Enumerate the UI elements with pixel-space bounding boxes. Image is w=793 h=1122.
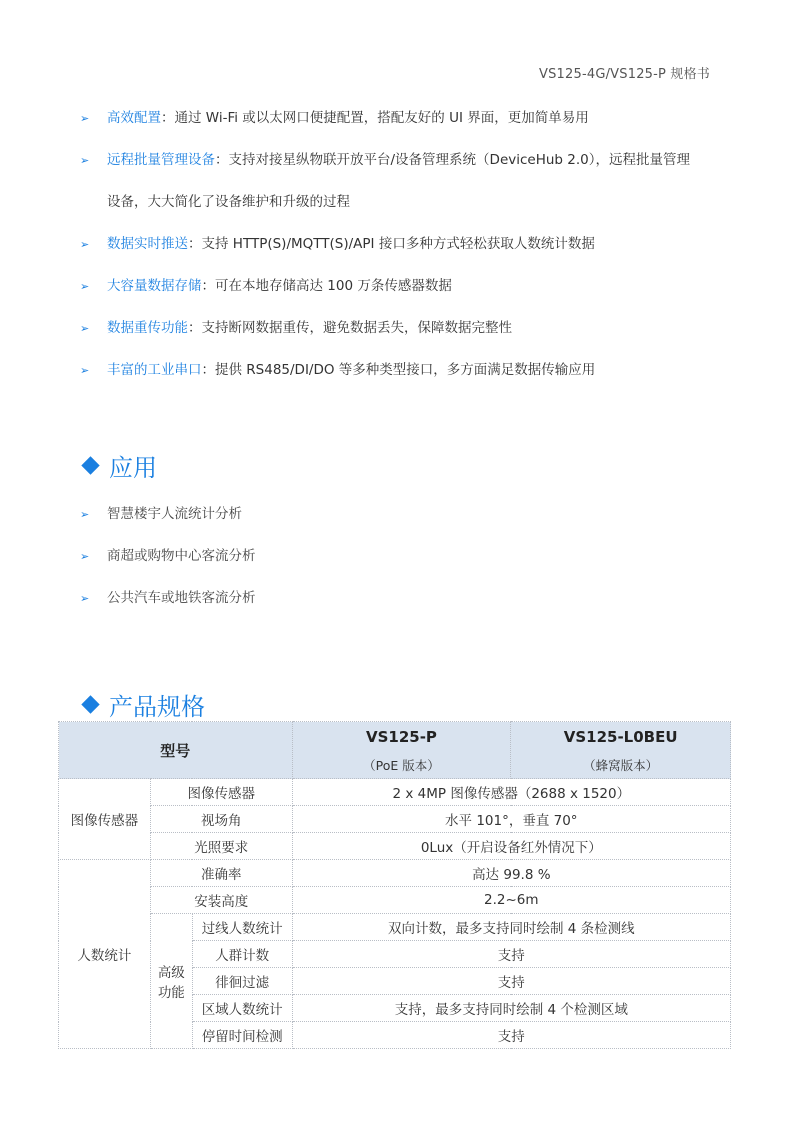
feature-text: ：支持 HTTP(S)/MQTT(S)/API 接口多种方式轻松获取人数统计数据 <box>188 236 595 252</box>
diamond-icon <box>81 695 99 713</box>
row-label: 图像传感器 <box>150 779 292 806</box>
spec-table <box>58 721 731 1049</box>
applications-list <box>80 504 720 630</box>
group-label-image-sensor: 图像传感器 <box>59 779 151 860</box>
feature-text: ：提供 RS485/DI/DO 等多种类型接口，多方面满足数据传输应用 <box>201 362 596 378</box>
spec-header-row <box>59 722 731 779</box>
advanced-features-label <box>150 914 192 1049</box>
model-name: VS125-P <box>365 728 437 746</box>
row-value: 支持 <box>292 1022 730 1049</box>
model-variant: （蜂窝版本） <box>583 758 659 773</box>
row-label: 准确率 <box>150 860 292 887</box>
feature-term: 远程批量管理设备 <box>107 152 215 168</box>
application-item <box>80 546 720 567</box>
arrow-bullet-icon: ➢ <box>80 364 90 377</box>
advanced-label-line: 高级 <box>157 965 185 981</box>
feature-text: ：支持断网数据重传，避免数据丢失，保障数据完整性 <box>188 320 512 336</box>
feature-term: 数据实时推送 <box>107 236 188 252</box>
application-text: 商超或购物中心客流分析 <box>107 548 256 564</box>
table-row <box>59 914 731 941</box>
model-name: VS125-L0BEU <box>563 728 678 746</box>
feature-item <box>80 108 720 129</box>
application-item <box>80 588 720 609</box>
arrow-bullet-icon: ➢ <box>80 508 90 521</box>
row-value: 支持，最多支持同时绘制 4 个检测区域 <box>292 995 730 1022</box>
row-label: 光照要求 <box>150 833 292 860</box>
row-value: 高达 99.8 % <box>292 860 730 887</box>
feature-term: 丰富的工业串口 <box>107 362 202 378</box>
feature-item <box>80 150 720 213</box>
arrow-bullet-icon: ➢ <box>80 550 90 563</box>
feature-item <box>80 360 720 381</box>
row-value: 水平 101°，垂直 70° <box>292 806 730 833</box>
table-row <box>59 806 731 833</box>
row-label: 安装高度 <box>150 887 292 914</box>
group-label-people-counting: 人数统计 <box>59 860 151 1049</box>
application-text: 智慧楼宇人流统计分析 <box>107 506 242 522</box>
feature-text: ：可在本地存储高达 100 万条传感器数据 <box>201 278 452 294</box>
table-row <box>59 860 731 887</box>
diamond-icon <box>81 456 99 474</box>
feature-text: ：通过 Wi-Fi 或以太网口便捷配置，搭配友好的 UI 界面，更加简单易用 <box>161 110 589 126</box>
arrow-bullet-icon: ➢ <box>80 592 90 605</box>
model-label-cell <box>59 722 293 779</box>
row-value: 支持 <box>292 968 730 995</box>
row-value: 支持 <box>292 941 730 968</box>
table-row <box>59 833 731 860</box>
row-label: 徘徊过滤 <box>192 968 292 995</box>
feature-item <box>80 276 720 297</box>
row-value: 2 x 4MP 图像传感器（2688 x 1520） <box>292 779 730 806</box>
feature-text: ：支持对接星纵物联开放平台/设备管理系统（DeviceHub 2.0），远程批量管理 <box>215 152 691 168</box>
applications-heading-text: 应用 <box>109 454 157 482</box>
feature-term: 高效配置 <box>107 110 161 126</box>
feature-item <box>80 318 720 339</box>
advanced-label-line: 功能 <box>157 985 185 1001</box>
table-row <box>59 887 731 914</box>
table-row <box>59 779 731 806</box>
arrow-bullet-icon: ➢ <box>80 154 90 167</box>
feature-term: 大容量数据存储 <box>107 278 202 294</box>
application-text: 公共汽车或地铁客流分析 <box>107 590 256 606</box>
model-variant: （PoE 版本） <box>363 758 440 773</box>
row-label: 区域人数统计 <box>192 995 292 1022</box>
feature-item <box>80 234 720 255</box>
application-item <box>80 504 720 525</box>
document-header-title: VS125-4G/VS125-P 规格书 <box>539 67 710 82</box>
arrow-bullet-icon: ➢ <box>80 112 90 125</box>
row-label: 停留时间检测 <box>192 1022 292 1049</box>
row-label: 过线人数统计 <box>192 914 292 941</box>
arrow-bullet-icon: ➢ <box>80 280 90 293</box>
row-label: 人群计数 <box>192 941 292 968</box>
model-label: 型号 <box>160 741 191 760</box>
feature-term: 数据重传功能 <box>107 320 188 336</box>
row-value: 双向计数，最多支持同时绘制 4 条检测线 <box>292 914 730 941</box>
feature-list <box>80 108 720 402</box>
row-label: 视场角 <box>150 806 292 833</box>
model-column-l0beu <box>511 722 731 779</box>
applications-heading <box>80 448 157 483</box>
row-value: 2.2~6m <box>292 887 730 914</box>
feature-text-continued: 设备，大大简化了设备维护和升级的过程 <box>107 194 350 210</box>
row-value: 0Lux（开启设备红外情况下） <box>292 833 730 860</box>
specs-heading-text: 产品规格 <box>109 693 205 721</box>
model-column-p <box>292 722 511 779</box>
specs-heading <box>80 687 205 722</box>
arrow-bullet-icon: ➢ <box>80 238 90 251</box>
arrow-bullet-icon: ➢ <box>80 322 90 335</box>
